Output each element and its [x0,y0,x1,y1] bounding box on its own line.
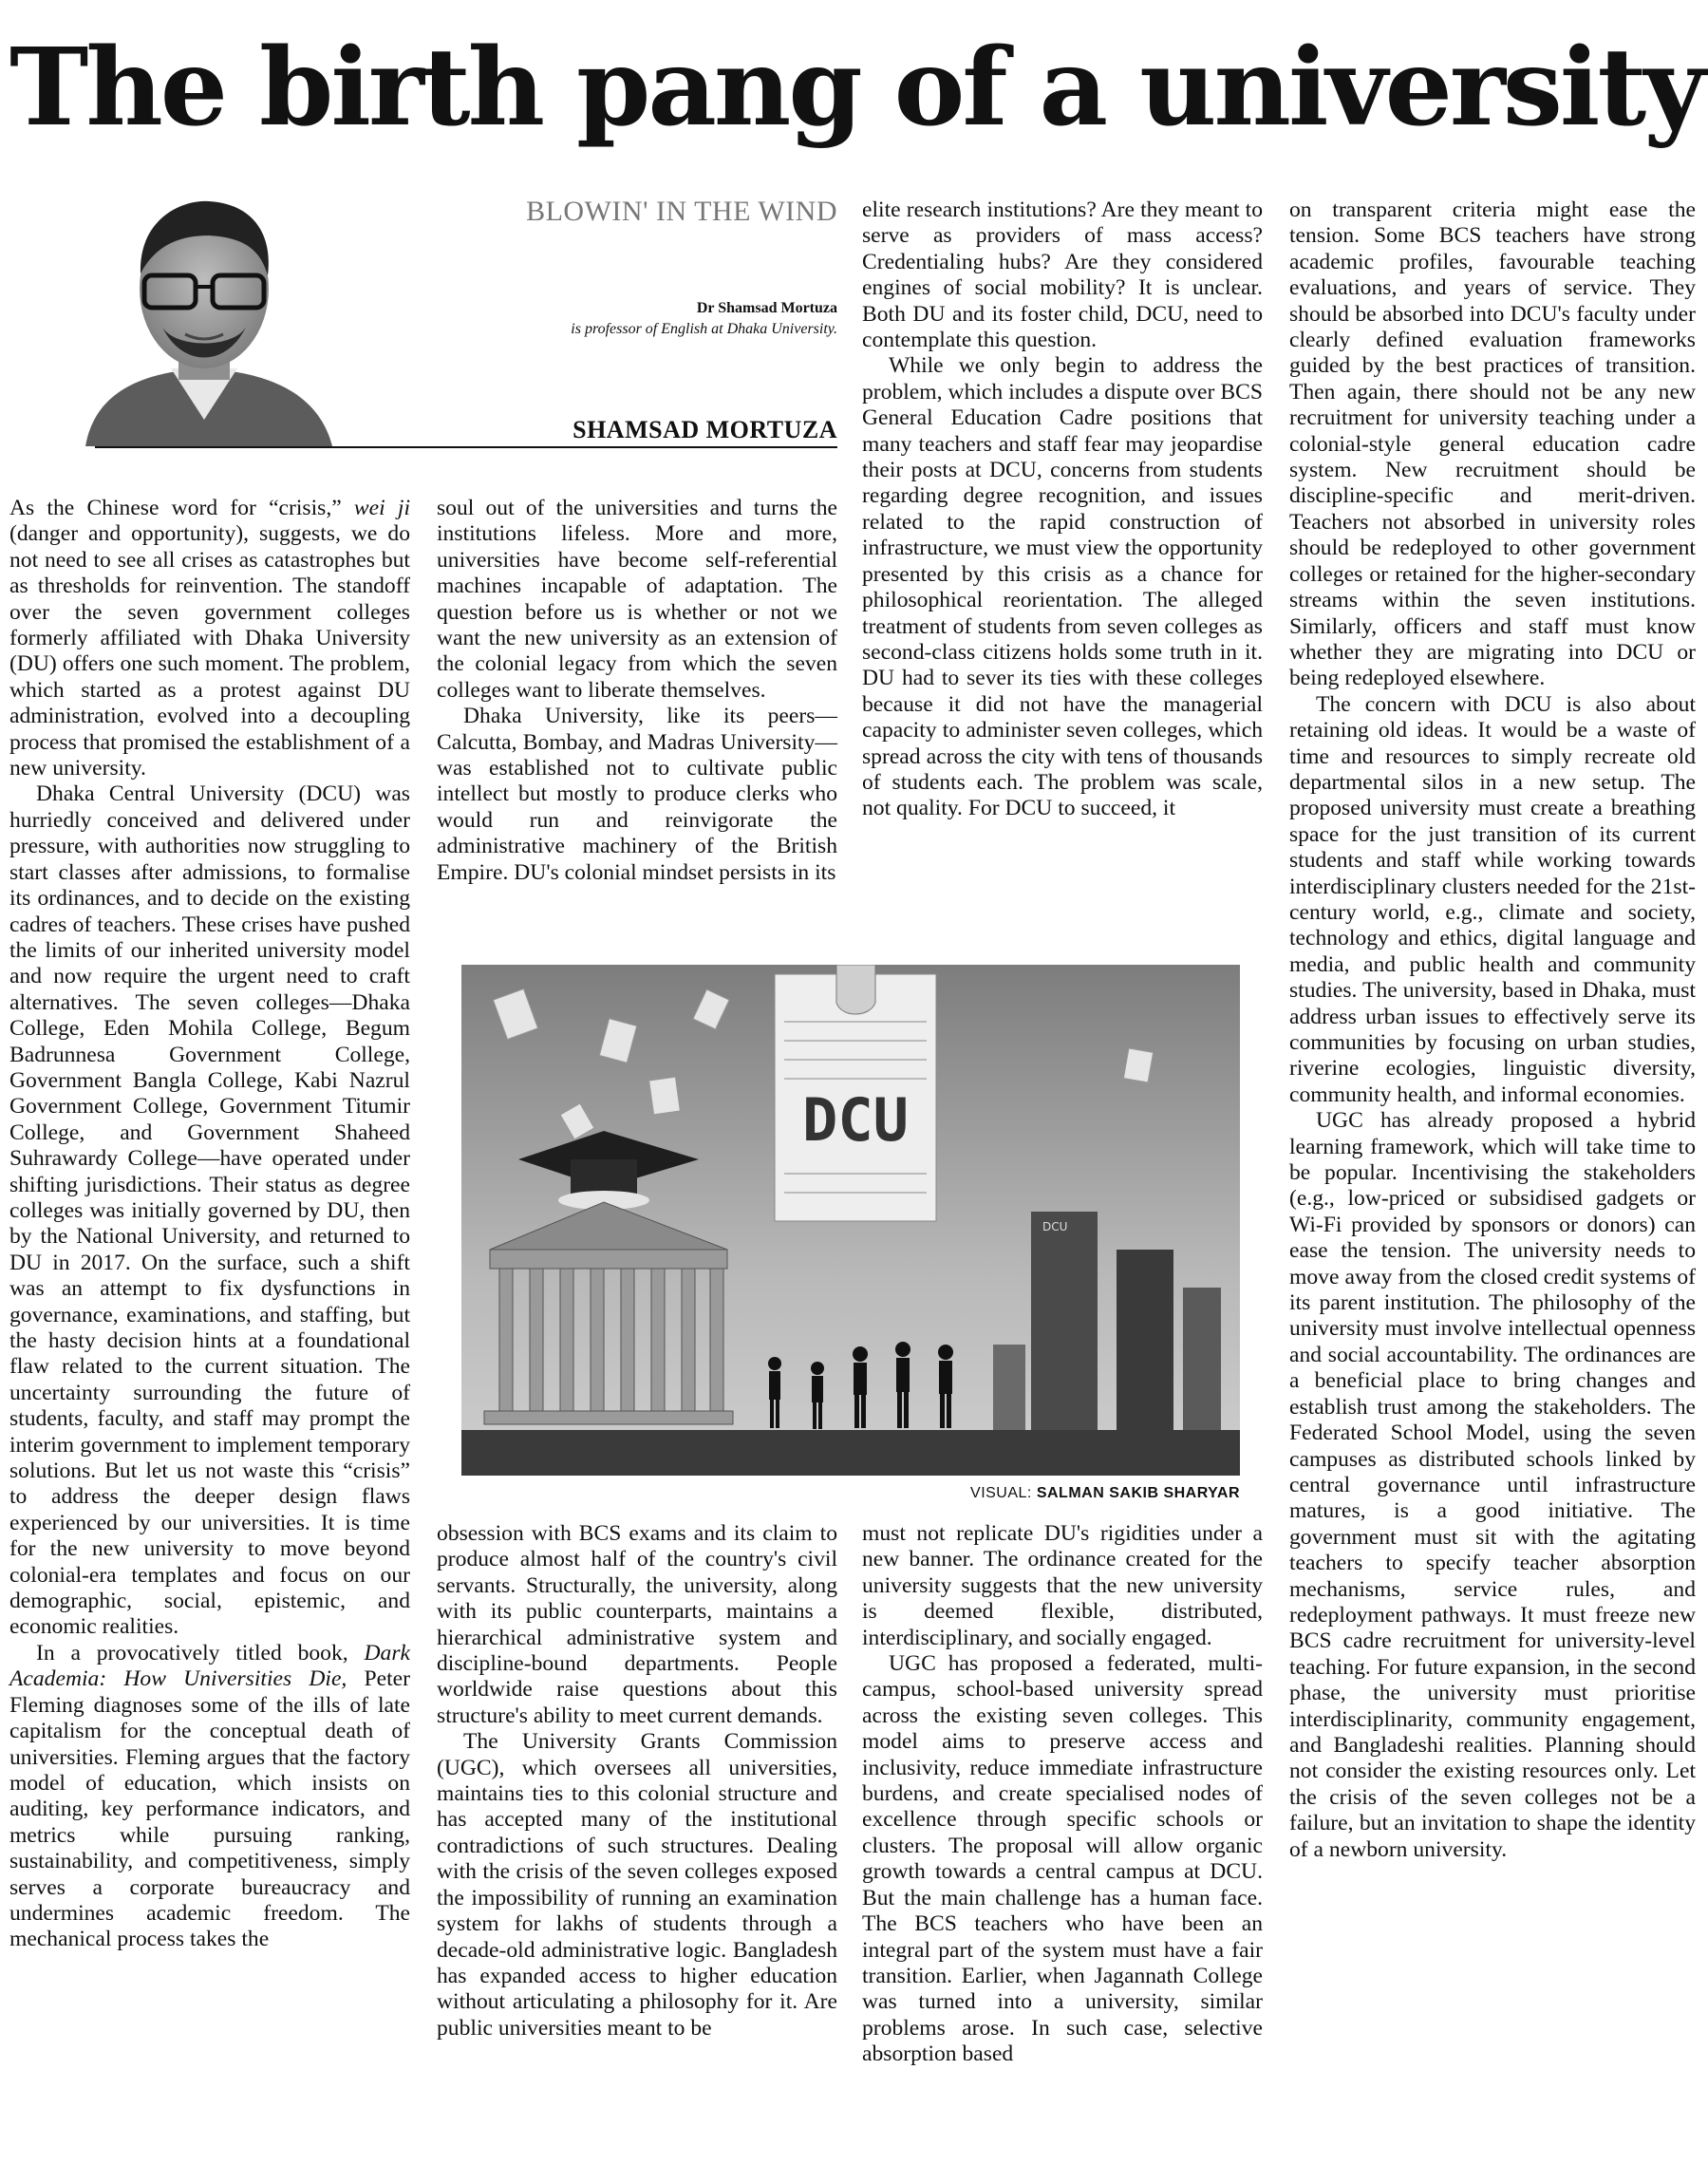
paragraph [9,496,410,781]
book-title: Dark Academia: How Universities Die, [9,1640,410,1692]
author-divider [95,446,837,448]
paragraph: UGC has proposed a federated, multi-campus, school-based university spread across the existing seven colleges. This model aims to preserve access and inclusivity, reduce immediate infrastructure burdens, and create specialised nodes of excellence through specific schools or clusters. The proposal will allow organic growth towards a central campus at DCU. But the main challenge has a human face. The BCS teachers who have been an integral part of the system must have a fair transition. Earlier, when Jagannath College was turned into a university, similar problems arose. In such case, selective absorption based [862,1651,1263,2067]
visual-credit [461,1485,1240,1502]
text: As the Chinese word for “crisis,” [9,496,354,520]
headline: The birth pang of a university [9,26,1703,150]
text: Peter Fleming diagnoses some of the ills of late capitalism for the conceptual death of universities. Fleming argues that the factory model of education, which insists on auditing, key performance indicators, and metrics while pursuing ranking, sustainability, and competitiveness, simply serves a corporate bureaucracy and undermines academic freedom. The mechanical process takes the [9,1666,410,1952]
notepad-label: DCU [802,1085,909,1155]
paragraph: must not replicate DU's rigidities under a new banner. The ordinance created for the university suggests that the new university is deemed flexible, distributed, interdisciplinary, and socially engaged. [862,1521,1263,1650]
article-illustration [461,965,1240,1476]
text: In a provocatively titled book, [36,1640,365,1665]
article-column-3-bottom [862,1521,1263,2155]
tower-label: DCU [1042,1220,1068,1233]
author-portrait [57,182,351,446]
paragraph: UGC has already proposed a hybrid learning framework, which will take time to be popular. Incentivising the stakeholders (e.g., low-priced or subsidised gadgets or Wi-Fi provided by sponsors or donors) can ease the tension. The university needs to move away from the closed credit systems of its parent institution. The philosophy of the university must involve intellectual openness and social accountability. The ordinances are a beneficial place to bring changes and establish trust among the stakeholders. The Federated School Model, using the seven campuses as distributed schools linked by central governance until infrastructure matures, is a good initiative. The government must sit with the agitating teachers to specify teacher absorption mechanisms, service rules, and redeployment pathways. It must freeze new BCS cadre recruitment for university-level teaching. For future expansion, in the second phase, the university must prioritise interdisciplinarity, community engagement, and Bangladeshi realities. Planning should not consider the existing resources only. Let the crisis of the seven colleges not be a failure, but an invitation to shape the identity of a newborn university. [1289,1108,1696,1862]
credit-prefix: VISUAL: [970,1485,1032,1501]
paragraph: soul out of the universities and turns the institutions lifeless. More and more, universities have become self-referential machines incapable of adaptation. The question before us is whether or not we want the new university as an extension of the colonial legacy from which the seven colleges want to liberate themselves. [437,496,837,703]
author-bio-name: Dr Shamsad Mortuza [696,300,837,316]
paragraph: on transparent criteria might ease the tension. Some BCS teachers have strong academic profiles, favourable teaching evaluations, and years of service. They should be absorbed into DCU's faculty under clearly defined evaluation frameworks guided by the best practices of transition. Then again, there should not be any new recruitment for university teaching under a colonial-style general education cadre system. New recruitment should be discipline-specific and merit-driven. Teachers not absorbed in university roles should be redeployed to other government colleges or retained for the higher-secondary streams within the seven institutions. Similarly, officers and staff must know whether they are migrating into DCU or being redeployed elsewhere. [1289,198,1696,691]
italic-term: wei ji [353,496,410,520]
credit-name: SALMAN SAKIB SHARYAR [1036,1485,1240,1501]
paragraph: Dhaka University, like its peers—Calcutta, Bombay, and Madras University—was established not to cultivate public intellect but mostly to produce clerks who would run and reinvigorate the administrative machinery of the British Empire. DU's colonial mindset persists in its [437,704,837,885]
paragraph: obsession with BCS exams and its claim to produce almost half of the country's civil servants. Structurally, the university, along with its public counterparts, maintains a hierarchical administrative system and discipline-bound departments. People worldwide raise questions about this structure's ability to meet current demands. [437,1521,837,1728]
text: (danger and opportunity), suggests, we do not need to see all crises as catastrophes but as thresholds for reinvention. The standoff over the seven government colleges formerly affiliated with Dhaka University (DU) offers one such moment. The problem, which started as a protest against DU administration, evolved into a decoupling process that promised the establishment of a new university. [9,521,410,781]
paragraph: While we only begin to address the problem, which includes a dispute over BCS General Education Cadre positions that many teachers and staff fear may jeopardise their posts at DCU, concerns from students regarding degree recognition, and issues related to the rapid construction of infrastructure, we must view the opportunity presented by this crisis as a chance for philosophical reorientation. The alleged treatment of students from seven colleges as second-class citizens holds some truth in it. DU had to sever its ties with these colleges because it did not have the managerial capacity to administer seven colleges, which spread across the city with tens of thousands of students each. The problem was scale, not quality. For DCU to succeed, it [862,353,1263,821]
paragraph: Dhaka Central University (DCU) was hurriedly conceived and delivered under pressure, with authorities now struggling to start classes after admissions, to formalise its ordinances, and to decide on the existing cadres of teachers. These crises have pushed the limits of our inherited university model and now require the urgent need to craft alternatives. The seven colleges—Dhaka College, Eden Mohila College, Begum Badrunnesa Government College, Government Bangla College, Kabi Nazrul Government College, Government Titumir College, and Government Shaheed Suhrawardy College—have operated under shifting jurisdictions. Their status as degree colleges was initially governed by DU, then by the National University, and returned to DU in 2017. On the surface, such a shift was an attempt to fix dysfunctions in governance, examinations, and staffing, but the hasty decision hints at a foundational flaw related to the current situation. The uncertainty surrounding the future of students, faculty, and staff may prompt the interim government to implement temporary solutions. But let us not waste this “crisis” to address the deeper design flaws experienced by our universities. It is time for the new university to move beyond colonial-era templates and focus on our demographic, social, epistemic, and economic realities. [9,781,410,1640]
paragraph: The University Grants Commission (UGC), which oversees all universities, maintains ties to this colonial structure and has accepted many of the institutional contradictions of such structures. Dealing with the crisis of the seven colleges exposed the impossibility of running an examination system for lakhs of students through a decade-old administrative logic. Bangladesh has expanded access to higher education without articulating a philosophy for it. Are public universities meant to be [437,1729,837,2041]
article-column-2-bottom [437,1521,837,2155]
author-bio-role: is professor of English at Dhaka University. [571,321,837,337]
illustration-graphic [461,965,1240,1476]
article-column-3-top [862,198,1263,940]
article-column-2-top [437,496,837,940]
column-name: BLOWIN' IN THE WIND [526,196,837,227]
paragraph: The concern with DCU is also about retaining old ideas. It would be a waste of time and resources to simply recreate old departmental silos in a new setup. The proposed university must create a breathing space for the just transition of its current students and staff while working towards interdisciplinary clusters needed for the 21st-century world, e.g., climate and society, technology and ethics, digital language and media, and public health and community studies. The university, based in Dhaka, must address urban issues to effectively serve its communities by focusing on urban studies, riverine ecologies, linguistic diversity, community health, and informal economies. [1289,691,1696,1107]
paragraph [9,1641,410,1953]
article-column-4 [1289,198,1696,2155]
article-column-1 [9,496,410,2155]
author-name: SHAMSAD MORTUZA [572,416,837,443]
paragraph: elite research institutions? Are they meant to serve as providers of mass access? Credentialing hubs? Are they considered engines of social mobility? It is unclear. Both DU and its foster child, DCU, need to contemplate this question. [862,198,1263,353]
